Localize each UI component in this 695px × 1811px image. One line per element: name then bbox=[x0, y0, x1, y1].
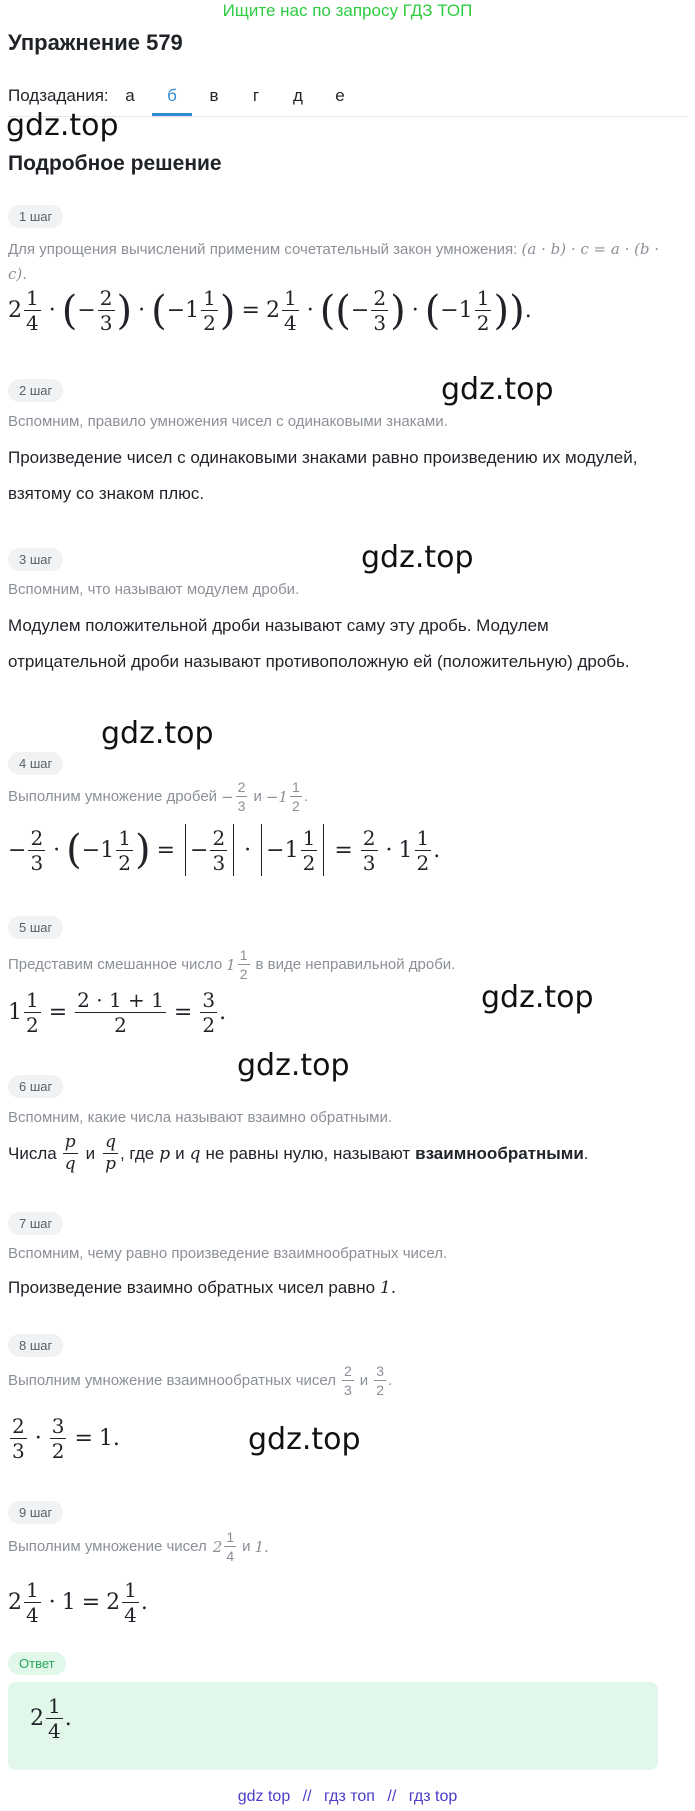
step-badge: 2 шаг bbox=[8, 379, 63, 402]
step-badge: 1 шаг bbox=[8, 205, 63, 228]
step-text: Числа $\frac{p}{q}$ и $\frac{q}{p}$ , где p и q не равны нулю, называют взаимнообратными . bbox=[8, 1132, 589, 1174]
footer-link[interactable]: гдз top bbox=[408, 1788, 458, 1805]
step-badge: 4 шаг bbox=[8, 752, 63, 775]
step-badge: 9 шаг bbox=[8, 1501, 63, 1524]
tab-v[interactable]: в bbox=[209, 86, 219, 105]
watermark: gdz.top bbox=[361, 540, 474, 575]
tab-g[interactable]: г bbox=[252, 86, 260, 105]
watermark: gdz.top bbox=[6, 108, 119, 143]
answer-formula: 2 $\frac{1}{4}$ . bbox=[30, 1694, 72, 1743]
search-banner: Ищите нас по запросу ГДЗ ТОП bbox=[222, 1, 473, 20]
footer-separator: // bbox=[302, 1788, 312, 1805]
watermark: gdz.top bbox=[481, 980, 594, 1015]
step-hint-text: Представим смешанное число bbox=[8, 955, 223, 973]
footer-link[interactable]: gdz top bbox=[237, 1788, 291, 1805]
watermark: gdz.top bbox=[237, 1048, 350, 1083]
associative-law-formula: (a · b) · c = a · (b · c). bbox=[8, 240, 660, 283]
section-title: Подробное решение bbox=[8, 152, 222, 175]
step-hint: Выполним умножение взаимнообратных чисел $\frac{2}{3}$ и $\frac{3}{2}$ . bbox=[8, 1363, 393, 1398]
step-hint: Выполним умножение чисел 2 $\frac{1}{4}$ и 1. bbox=[8, 1529, 269, 1564]
watermark: gdz.top bbox=[101, 716, 214, 751]
tab-b[interactable]: б bbox=[167, 86, 177, 105]
step-hint: Вспомним, что называют модулем дроби. bbox=[8, 581, 300, 598]
answer-badge: Ответ bbox=[8, 1652, 66, 1675]
active-tab-underline bbox=[152, 113, 192, 116]
page-title: Упражнение 579 bbox=[8, 30, 183, 55]
subtasks-label: Подзадания: bbox=[8, 86, 109, 105]
footer-link[interactable]: гдз топ bbox=[324, 1788, 375, 1805]
formula: 2 $\frac{1}{4}$ · 1 = 2 $\frac{1}{4}$ . bbox=[8, 1578, 148, 1627]
step-badge: 7 шаг bbox=[8, 1212, 63, 1235]
step-hint-text: Выполним умножение дробей bbox=[8, 787, 218, 805]
formula: $\frac{2}{3}$ · $\frac{3}{2}$ = 1. bbox=[12, 1414, 120, 1463]
tab-e[interactable]: е bbox=[335, 86, 345, 105]
tab-d[interactable]: д bbox=[293, 86, 303, 105]
step-text: Произведение чисел с одинаковыми знаками равно произведению их модулей, взятому со знаком плюс. bbox=[8, 448, 638, 503]
step-hint: Представим смешанное число 1 $\frac{1}{2}$ в виде неправильной дроби. bbox=[8, 947, 456, 982]
step-hint: Выполним умножение дробей − $\frac{2}{3}$ и −1 $\frac{1}{2}$ . bbox=[8, 779, 308, 814]
step-hint: Вспомним, какие числа называют взаимно обратными. bbox=[8, 1109, 393, 1126]
step-hint bbox=[8, 237, 678, 287]
step-badge: 3 шаг bbox=[8, 548, 63, 571]
formula: 1 $\frac{1}{2}$ = $\frac{2 \cdot 1 + 1}{2}$ = $\frac{3}{2}$ . bbox=[8, 988, 227, 1037]
step-badge: 6 шаг bbox=[8, 1075, 63, 1098]
step-badge: 5 шаг bbox=[8, 916, 63, 939]
watermark: gdz.top bbox=[441, 372, 554, 407]
tab-a[interactable]: а bbox=[125, 86, 135, 105]
formula: − $\frac{2}{3}$ · ( −1 $\frac{1}{2}$ ) = − $\frac{2}{3}$ · −1 $\frac{1}{2}$ = $\frac{2}{3}$ · 1 $\frac{1}{2}$ . bbox=[8, 825, 441, 875]
step-hint-text: Для упрощения вычислений применим сочетательный закон умножения: bbox=[8, 241, 518, 258]
step-badge: 8 шаг bbox=[8, 1334, 63, 1357]
footer-links bbox=[0, 1788, 695, 1806]
formula: 2 $\frac{1}{4}$ · ( − $\frac{2}{3}$ ) · ( −1 $\frac{1}{2}$ ) = 2 $\frac{1}{4}$ · ( ( − $\frac{2}{3}$ ) · ( −1 $\frac{1}{2}$ ) ) . bbox=[8, 286, 532, 335]
step-text: Модулем положительной дроби называют саму эту дробь. Модулем отрицательной дроби называют противоположную ей (положительную) дробь. bbox=[8, 616, 630, 671]
step-hint: Вспомним, чему равно произведение взаимнообратных чисел. bbox=[8, 1245, 448, 1262]
step-hint: Вспомним, правило умножения чисел с одинаковыми знаками. bbox=[8, 413, 448, 430]
step-text: Произведение взаимно обратных чисел равно 1. bbox=[8, 1278, 397, 1298]
answer-box bbox=[8, 1682, 658, 1770]
watermark: gdz.top bbox=[248, 1422, 361, 1457]
step-hint-text: Выполним умножение чисел bbox=[8, 1537, 207, 1555]
footer-separator: // bbox=[387, 1788, 397, 1805]
step-hint-text: Выполним умножение взаимнообратных чисел bbox=[8, 1371, 336, 1389]
